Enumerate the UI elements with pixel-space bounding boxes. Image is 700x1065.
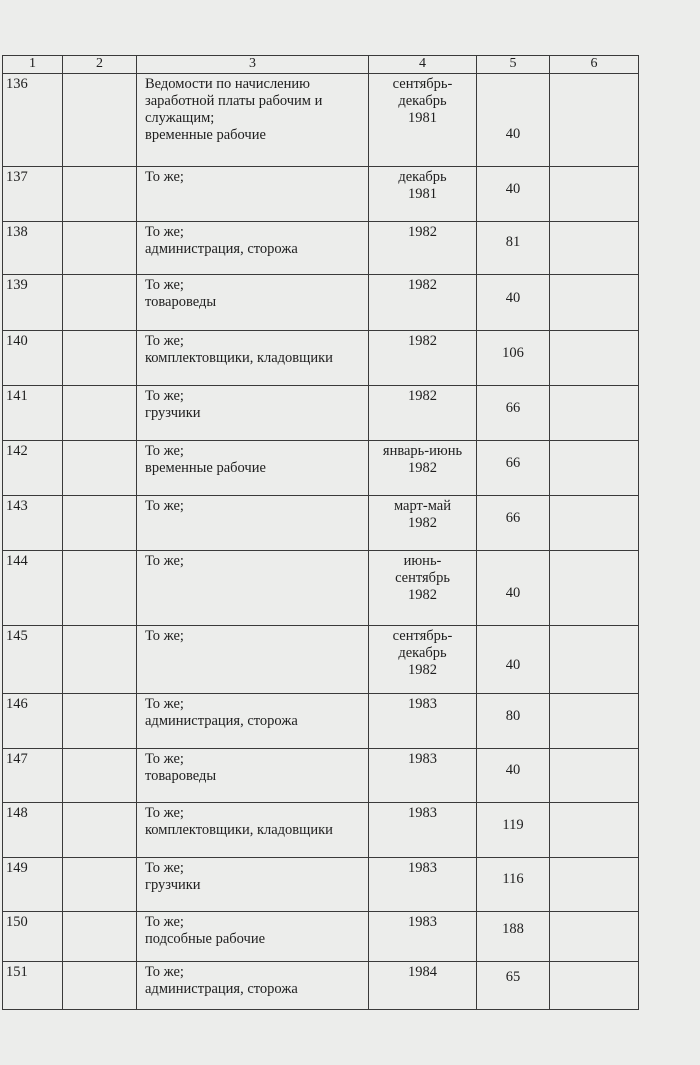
description-line: То же; xyxy=(145,553,184,569)
item-number-cell: 146 xyxy=(3,694,63,749)
period-line: 1984 xyxy=(408,964,437,980)
description-line: временные рабочие xyxy=(145,127,266,143)
period-line: сентябрь- xyxy=(392,76,453,92)
description-line: товароведы xyxy=(145,768,217,784)
column-6-cell xyxy=(550,331,639,386)
item-number-cell: 149 xyxy=(3,858,63,912)
table-row xyxy=(3,551,639,626)
period-line: 1983 xyxy=(408,751,437,767)
description-cell xyxy=(137,275,369,331)
sheet-count-cell: 66 xyxy=(477,386,550,441)
period-cell xyxy=(369,962,477,1010)
table-row xyxy=(3,441,639,496)
description-line: товароведы xyxy=(145,294,217,310)
table-row xyxy=(3,331,639,386)
sheet-count-cell: 40 xyxy=(477,749,550,803)
period-cell xyxy=(369,626,477,694)
period-line: 1983 xyxy=(408,696,437,712)
period-line: 1982 xyxy=(408,224,437,240)
description-line: То же; xyxy=(145,443,184,459)
description-line: То же; xyxy=(145,498,184,514)
sheet-count-cell: 40 xyxy=(477,551,550,626)
period-cell xyxy=(369,167,477,222)
item-number-cell: 140 xyxy=(3,331,63,386)
column-header-row xyxy=(3,56,639,74)
description-line: Ведомости по начислению xyxy=(145,76,310,92)
column-6-cell xyxy=(550,275,639,331)
description-line: служащим; xyxy=(145,110,215,126)
description-line: комплектовщики, кладовщики xyxy=(145,350,333,366)
sheet-count-cell: 40 xyxy=(477,167,550,222)
table-row xyxy=(3,275,639,331)
sheet-count-cell: 66 xyxy=(477,496,550,551)
column-6-cell xyxy=(550,167,639,222)
description-line: То же; xyxy=(145,860,184,876)
column-2-cell xyxy=(63,167,137,222)
period-line: 1981 xyxy=(408,186,437,202)
description-line: комплектовщики, кладовщики xyxy=(145,822,333,838)
table-row xyxy=(3,803,639,858)
description-line: То же; xyxy=(145,914,184,930)
column-6-cell xyxy=(550,912,639,962)
item-number-cell: 148 xyxy=(3,803,63,858)
description-line: То же; xyxy=(145,964,184,980)
column-2-cell xyxy=(63,551,137,626)
column-header-1: 1 xyxy=(3,56,63,74)
period-cell xyxy=(369,496,477,551)
description-cell xyxy=(137,962,369,1010)
table-row xyxy=(3,496,639,551)
period-cell xyxy=(369,222,477,275)
description-line: заработной платы рабочим и xyxy=(145,93,323,109)
column-6-cell xyxy=(550,962,639,1010)
description-cell xyxy=(137,331,369,386)
period-line: 1982 xyxy=(408,662,437,678)
column-header-3: 3 xyxy=(137,56,369,74)
period-cell xyxy=(369,74,477,167)
item-number-cell: 137 xyxy=(3,167,63,222)
period-line: июнь- xyxy=(403,553,442,569)
item-number-cell: 147 xyxy=(3,749,63,803)
column-6-cell xyxy=(550,74,639,167)
column-2-cell xyxy=(63,331,137,386)
item-number-cell: 151 xyxy=(3,962,63,1010)
period-line: 1982 xyxy=(408,515,437,531)
description-cell xyxy=(137,749,369,803)
table-row xyxy=(3,694,639,749)
period-cell xyxy=(369,912,477,962)
period-cell xyxy=(369,441,477,496)
description-cell xyxy=(137,386,369,441)
column-2-cell xyxy=(63,858,137,912)
description-line: То же; xyxy=(145,751,184,767)
table-row xyxy=(3,858,639,912)
sheet-count-cell: 119 xyxy=(477,803,550,858)
description-line: грузчики xyxy=(145,877,201,893)
column-6-cell xyxy=(550,551,639,626)
description-cell xyxy=(137,441,369,496)
period-line: 1981 xyxy=(408,110,437,126)
column-2-cell xyxy=(63,803,137,858)
description-cell xyxy=(137,222,369,275)
period-line: 1982 xyxy=(408,388,437,404)
item-number-cell: 145 xyxy=(3,626,63,694)
description-line: То же; xyxy=(145,224,184,240)
column-2-cell xyxy=(63,626,137,694)
sheet-count-cell: 40 xyxy=(477,275,550,331)
item-number-cell: 143 xyxy=(3,496,63,551)
table-row xyxy=(3,912,639,962)
column-header-2: 2 xyxy=(63,56,137,74)
column-2-cell xyxy=(63,496,137,551)
period-line: декабрь xyxy=(398,169,447,185)
period-cell xyxy=(369,749,477,803)
sheet-count-cell: 116 xyxy=(477,858,550,912)
description-cell xyxy=(137,496,369,551)
item-number-cell: 144 xyxy=(3,551,63,626)
period-cell xyxy=(369,858,477,912)
period-cell xyxy=(369,803,477,858)
column-header-4: 4 xyxy=(369,56,477,74)
description-line: грузчики xyxy=(145,405,201,421)
column-2-cell xyxy=(63,74,137,167)
column-6-cell xyxy=(550,222,639,275)
period-line: март-май xyxy=(393,498,451,514)
period-line: сентябрь- xyxy=(392,628,453,644)
description-cell xyxy=(137,694,369,749)
sheet-count-cell: 40 xyxy=(477,626,550,694)
description-line: подсобные рабочие xyxy=(145,931,266,947)
table-row xyxy=(3,749,639,803)
period-line: 1983 xyxy=(408,860,437,876)
table-row xyxy=(3,962,639,1010)
column-2-cell xyxy=(63,694,137,749)
sheet-count-cell: 106 xyxy=(477,331,550,386)
column-2-cell xyxy=(63,441,137,496)
sheet-count-cell: 81 xyxy=(477,222,550,275)
period-line: декабрь xyxy=(398,93,447,109)
description-line: То же; xyxy=(145,628,184,644)
column-2-cell xyxy=(63,749,137,803)
description-cell xyxy=(137,167,369,222)
description-line: То же; xyxy=(145,696,184,712)
description-cell xyxy=(137,912,369,962)
column-6-cell xyxy=(550,496,639,551)
description-line: То же; xyxy=(145,277,184,293)
column-2-cell xyxy=(63,962,137,1010)
period-line: 1982 xyxy=(408,333,437,349)
description-cell xyxy=(137,803,369,858)
item-number-cell: 142 xyxy=(3,441,63,496)
description-line: То же; xyxy=(145,388,184,404)
column-2-cell xyxy=(63,275,137,331)
period-line: 1982 xyxy=(408,460,437,476)
description-line: администрация, сторожа xyxy=(145,713,298,729)
column-6-cell xyxy=(550,858,639,912)
sheet-count-cell: 65 xyxy=(477,962,550,1010)
inventory-table xyxy=(2,55,639,1010)
column-2-cell xyxy=(63,912,137,962)
description-line: администрация, сторожа xyxy=(145,241,298,257)
column-header-5: 5 xyxy=(477,56,550,74)
table-row xyxy=(3,386,639,441)
description-cell xyxy=(137,626,369,694)
item-number-cell: 138 xyxy=(3,222,63,275)
item-number-cell: 139 xyxy=(3,275,63,331)
sheet-count-cell: 66 xyxy=(477,441,550,496)
sheet-count-cell: 188 xyxy=(477,912,550,962)
description-line: администрация, сторожа xyxy=(145,981,298,997)
item-number-cell: 150 xyxy=(3,912,63,962)
column-6-cell xyxy=(550,386,639,441)
period-line: 1982 xyxy=(408,587,437,603)
sheet-count-cell: 40 xyxy=(477,74,550,167)
column-6-cell xyxy=(550,441,639,496)
period-cell xyxy=(369,551,477,626)
period-cell xyxy=(369,275,477,331)
column-2-cell xyxy=(63,386,137,441)
sheet-count-cell: 80 xyxy=(477,694,550,749)
item-number-cell: 136 xyxy=(3,74,63,167)
period-line: 1983 xyxy=(408,805,437,821)
period-cell xyxy=(369,694,477,749)
description-line: То же; xyxy=(145,805,184,821)
period-line: 1982 xyxy=(408,277,437,293)
period-line: декабрь xyxy=(398,645,447,661)
description-cell xyxy=(137,551,369,626)
description-cell xyxy=(137,74,369,167)
period-line: январь-июнь xyxy=(382,443,463,459)
column-2-cell xyxy=(63,222,137,275)
period-cell xyxy=(369,331,477,386)
table-row xyxy=(3,167,639,222)
column-6-cell xyxy=(550,803,639,858)
description-line: временные рабочие xyxy=(145,460,266,476)
period-line: 1983 xyxy=(408,914,437,930)
table-row xyxy=(3,74,639,167)
period-line: сентябрь xyxy=(395,570,450,586)
table-row xyxy=(3,222,639,275)
description-line: То же; xyxy=(145,169,184,185)
column-header-6: 6 xyxy=(550,56,639,74)
table-row xyxy=(3,626,639,694)
description-line: То же; xyxy=(145,333,184,349)
column-6-cell xyxy=(550,626,639,694)
column-6-cell xyxy=(550,694,639,749)
item-number-cell: 141 xyxy=(3,386,63,441)
period-cell xyxy=(369,386,477,441)
description-cell xyxy=(137,858,369,912)
column-6-cell xyxy=(550,749,639,803)
